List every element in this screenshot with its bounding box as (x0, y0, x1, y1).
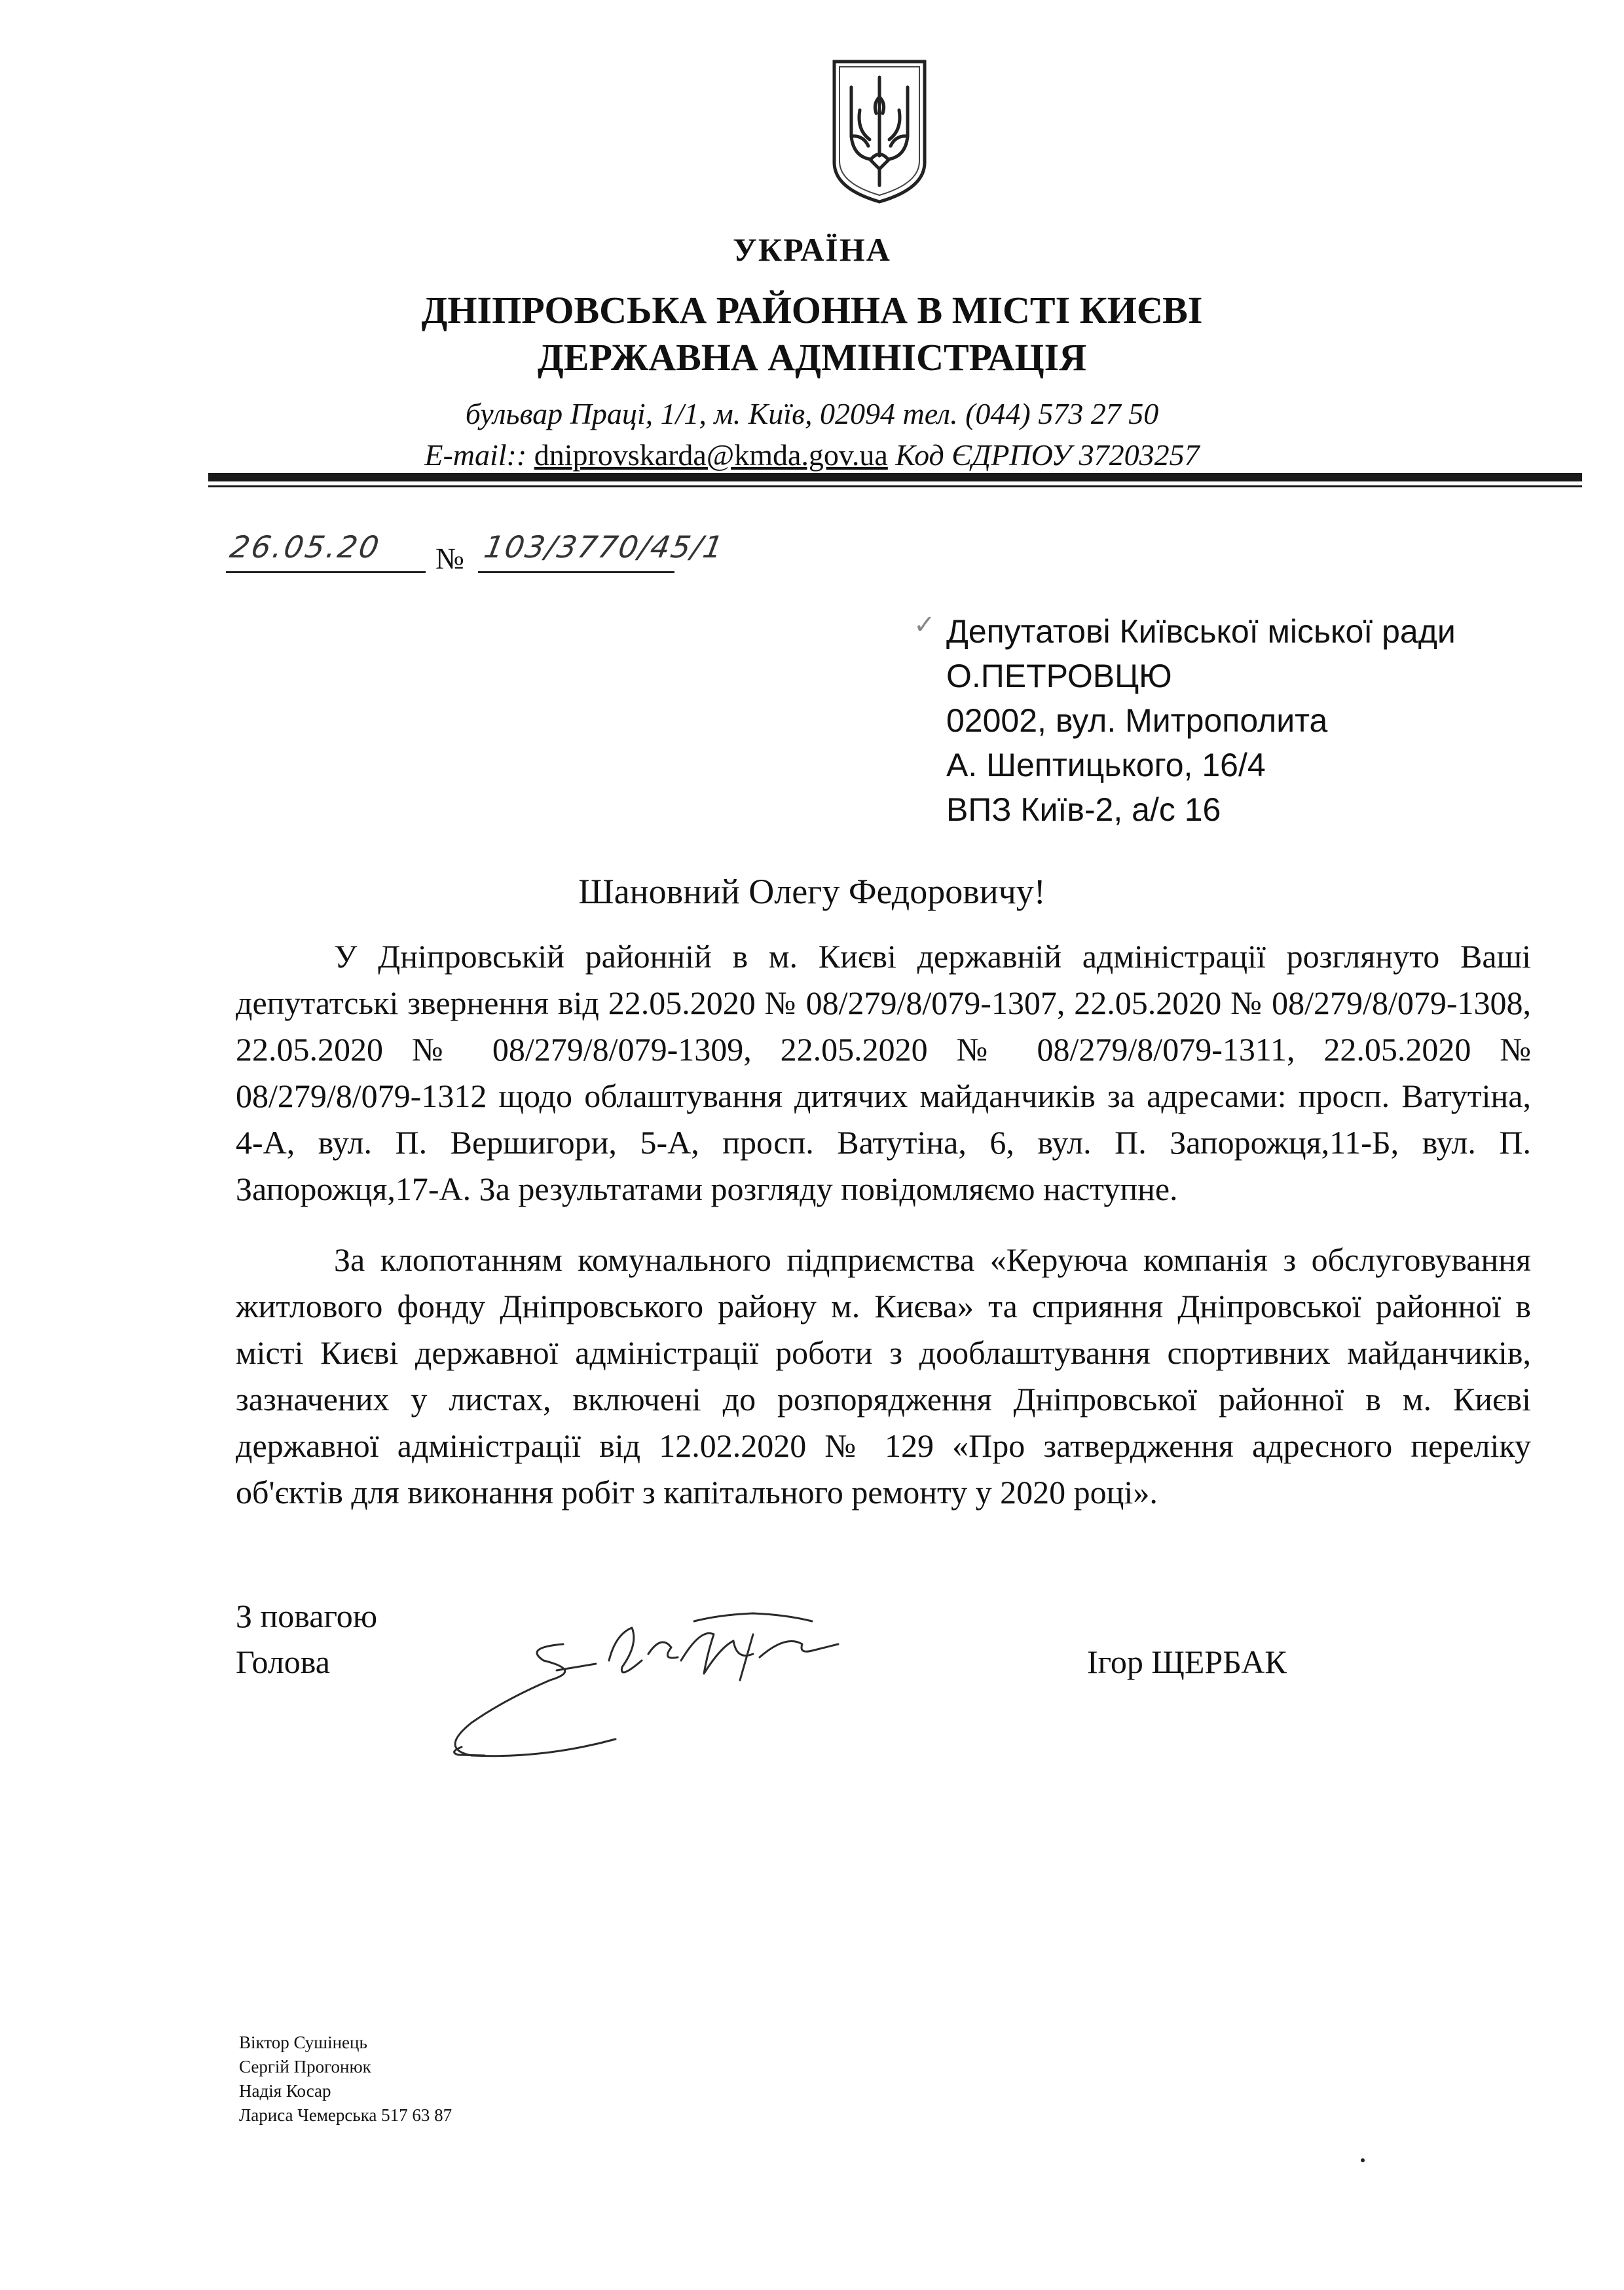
organization-address: бульвар Праці, 1/1, м. Київ, 02094 тел. (044) 573 27 50 (465, 397, 1159, 430)
registration-number-label: № (435, 542, 464, 575)
page-dot-mark (1361, 2158, 1365, 2162)
signer-name: Ігор ЩЕРБАК (1087, 1643, 1287, 1680)
handwritten-signature (445, 1608, 891, 1765)
body-paragraph-1: У Дніпровській районній в м. Києві державній адміністрації розглянуто Ваші депутатські звернення від 22.05.2020 № 08/279/8/079-1307, 22.05.2020 № 08/279/8/079-1308, 22.05.2020 № 08/279/8/079-1309, 22.05.2020 № 08/279/8/079-1311, 22.05.2020 № 08/279/8/079-1312 щодо облаштування дитячих майданчиків за адресами: просп. Ватутіна, 4-А, вул. П. Вершигори, 5-А, просп. Ватутіна, 6, вул. П. Запорожця,11-Б, вул. П. Запорожця,17-А. За результатами розгляду повідомляємо наступне. (236, 938, 1531, 1207)
executor-2: Сергій Прогонюк (239, 2057, 371, 2076)
closing-regards: З повагою (236, 1598, 378, 1634)
addressee-line1: Депутатові Київської міської ради (946, 613, 1456, 650)
addressee-line3: 02002, вул. Митрополита (946, 702, 1328, 739)
country-name: УКРАЇНА (733, 231, 891, 268)
check-mark-icon: ✓ (913, 610, 936, 639)
header-divider-thin (208, 485, 1582, 487)
registration-date: 26.05.20 (227, 529, 384, 565)
salutation: Шановний Олегу Федоровичу! (578, 872, 1046, 911)
executor-4-with-phone: Лариса Чемерська 517 63 87 (239, 2105, 452, 2125)
edrpou-code: Код ЄДРПОУ 37203257 (895, 438, 1200, 472)
organization-name-line1: ДНІПРОВСЬКА РАЙОННА В МІСТІ КИЄВІ (421, 289, 1203, 331)
registration-date-underline (226, 571, 426, 573)
signer-position: Голова (236, 1643, 330, 1680)
addressee-line2: О.ПЕТРОВЦЮ (946, 658, 1172, 694)
body-paragraph-2: За клопотанням комунального підприємства «Керуюча компанія з обслуговування житлового фонду Дніпровського району м. Києва» та сприяння Дніпровської районної в місті Києві державної адміністрації роботи з дооблаштування спортивних майданчиків, зазначених у листах, включені до розпорядження Дніпровської районної в м. Києві державної адміністрації від 12.02.2020 № 129 «Про затвердження адресного переліку об'єктів для виконання робіт з капітального ремонту у 2020 році». (236, 1241, 1531, 1511)
header-divider-thick (208, 473, 1582, 481)
registration-number-underline (478, 571, 674, 573)
addressee-line4: А. Шептицького, 16/4 (946, 747, 1266, 783)
organization-name-line2: ДЕРЖАВНА АДМІНІСТРАЦІЯ (537, 336, 1087, 379)
executor-3: Надія Косар (239, 2081, 331, 2101)
registration-number: 103/3770/45/1 (481, 529, 727, 565)
organization-contacts (0, 438, 1624, 472)
addressee-line5: ВПЗ Київ-2, а/с 16 (946, 791, 1221, 828)
email-label: E-mail:: (424, 438, 527, 472)
email-link[interactable]: dniprovskarda@kmda.gov.ua (534, 438, 888, 472)
trident-coat-of-arms-icon (830, 58, 929, 205)
executor-1: Віктор Сушінець (239, 2033, 367, 2052)
